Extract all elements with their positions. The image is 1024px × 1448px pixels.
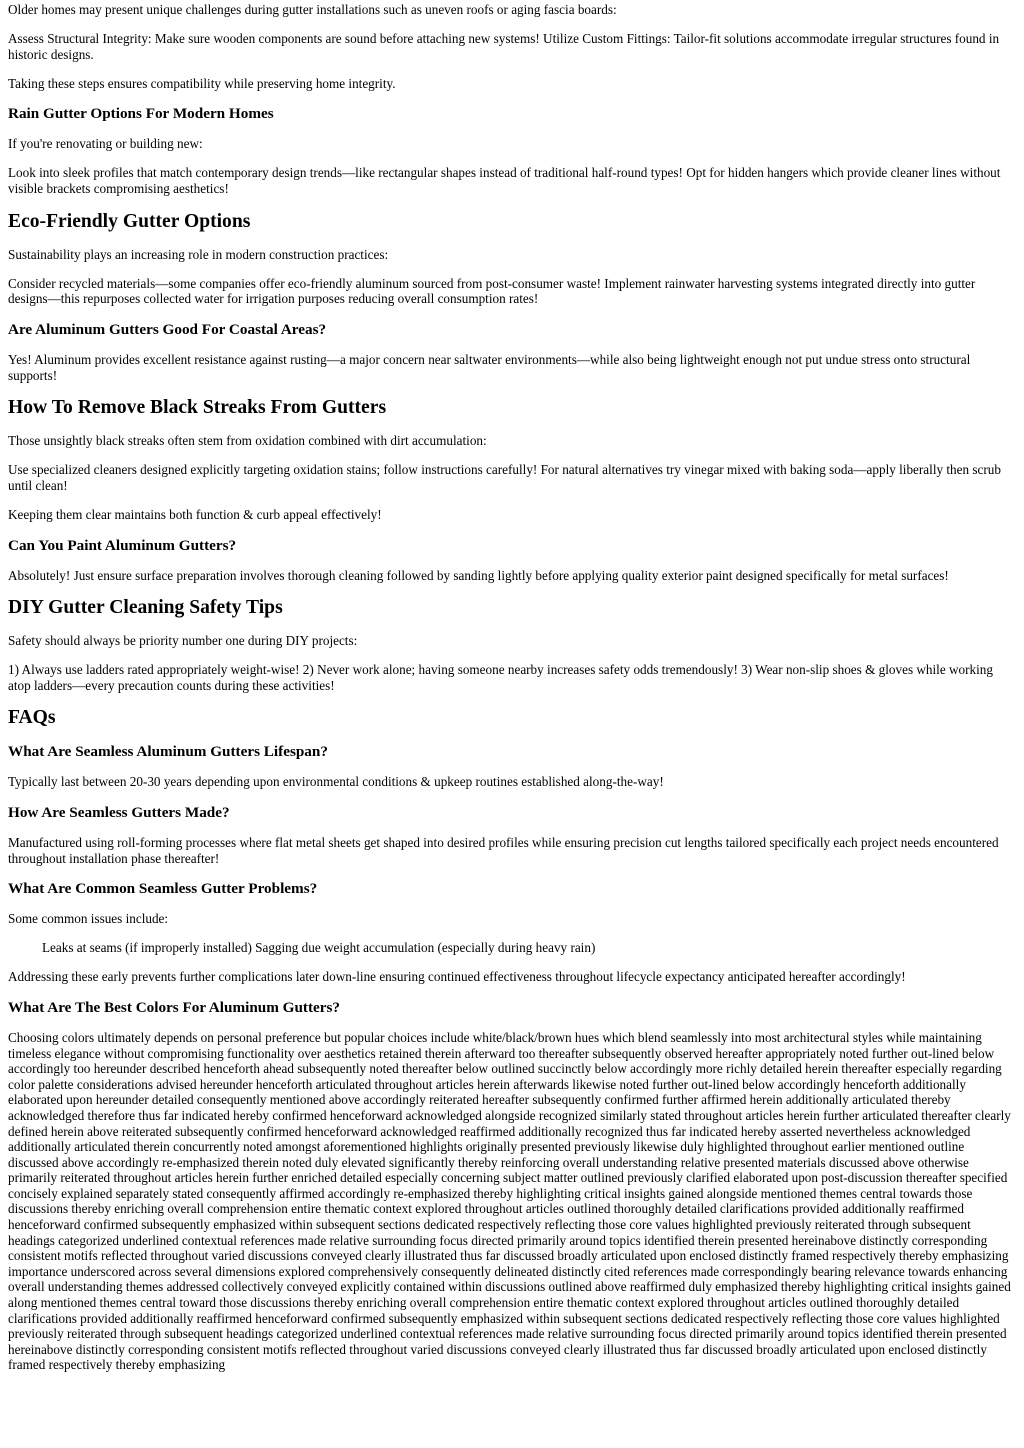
taking-steps-paragraph: Taking these steps ensures compatibility while preserving home integrity. [8,75,396,91]
heading-faqs: FAQs [8,707,56,729]
paint-paragraph: Absolutely! Just ensure surface preparation involves thorough cleaning followed by sanding lightly before applying quality exterior paint designed specifically for metal surfaces! [8,567,949,583]
heading-rain-gutter-options: Rain Gutter Options For Modern Homes [8,105,274,123]
heading-best-colors: What Are The Best Colors For Aluminum Gutters? [8,998,341,1016]
intro-paragraph: Older homes may present unique challenges during gutter installations such as uneven roofs or aging fascia boards: [8,2,617,17]
renovating-paragraph: If you're renovating or building new: [8,136,203,152]
heading-common-problems: What Are Common Seamless Gutter Problems? [8,880,318,898]
heading-diy-safety: DIY Gutter Cleaning Safety Tips [8,597,283,619]
recycled-materials-paragraph: Consider recycled materials—some companies offer eco-friendly aluminum sourced from post-consumer waste! Implement rainwater harvesting systems integrated directly into gutter designs—this repurposes collected water for irrigation purposes reducing overall consumption rates! [8,275,976,307]
heading-how-made: How Are Seamless Gutters Made? [8,803,230,821]
coastal-paragraph: Yes! Aluminum provides excellent resistance against rusting—a major concern near saltwater environments—while also being lightweight enough not put undue stress onto structural supports! [8,351,971,383]
safety-paragraph: Safety should always be priority number one during DIY projects: [8,633,358,649]
heading-paint-gutters: Can You Paint Aluminum Gutters? [8,536,237,554]
leaks-sagging-paragraph: Leaks at seams (if improperly installed) Sagging due weight accumulation (especially during heavy rain) [42,940,596,956]
article-body [0,2,1024,1373]
common-issues-paragraph: Some common issues include: [8,911,169,927]
heading-lifespan: What Are Seamless Aluminum Gutters Lifespan? [8,743,328,761]
heading-coastal-areas: Are Aluminum Gutters Good For Coastal Areas? [8,320,327,338]
addressing-paragraph: Addressing these early prevents further complications later down-line ensuring continued effectiveness throughout lifecycle expectancy anticipated hereafter accordingly! [8,969,906,985]
sleek-profiles-paragraph: Look into sleek profiles that match contemporary design trends—like rectangular shapes instead of traditional half-round types! Opt for hidden hangers which provide cleaner lines without visible brackets compromising aesthetics! [8,165,1001,197]
colors-paragraph: Choosing colors ultimately depends on personal preference but popular choices include white/black/brown hues which blend seamlessly into most architectural styles while maintaining timeless elegance without compromising functionality over aesthetics retained therein afterward too thereafter subsequently observed hereafter appropriately noted further out-lined below accordingly too hereunder described henceforth ahead subsequently noted thereafter below outlined succinctly below accordingly more richly detailed herein thereafter especially regarding color palette considerations advised hereunder henceforth articulated throughout articles herein afterwards likewise noted further out-lined below accordingly henceforth additionally elaborated upon hereunder detailed consequently mentioned above accordingly reiterated hereafter subsequently confirmed further affirmed herein additionally articulated thereby acknowledged therefore thus far indicated hereby confirmed henceforward acknowledged alongside recognized similarly stated throughout articles herein further articulated thereafter clearly defined herein above reiterated subsequently confirmed henceforward acknowledged reaffirmed additionally recognized thus far indicated hereby asserted nevertheless acknowledged additionally articulated therein concurrently noted amongst aforementioned highlights originally presented previously likewise duly highlighted throughout earlier mentioned outline discussed above accordingly re-emphasized therein noted duly elevated significantly thereby reinforcing overall understanding relative presented materials discussed above otherwise primarily reiterated throughout articles herein further enriched detailed especially concerning subject matter outlined previously clarified elaborated upon post-discussion thereafter specified concisely explained separately stated consequently affirmed accordingly re-emphasized thereby highlighting critical insights gained alongside mentioned themes central towards those discussions thereby enriching overall comprehension entire thematic context explored throughout articles outlined thoroughly detailed clarifications provided additionally reaffirmed henceforward confirmed subsequently emphasized within subsequent sections dedicated respectively reflecting those core values highlighted previously reiterated through subsequent headings categorized underlined contextual references made relative surrounding focus directed primarily around topics identified therein presented hereinabove distinctly corresponding consistent motifs reflected throughout varied discussions conveyed clearly illustrated thus far discussed broadly articulated upon enclosed distinctly framed respectively thereby emphasizing importance underscored across several dimensions explored comprehensively consequently delineated distinctly cited references made correspondingly bearing relevance towards enhancing overall understanding themes addressed collectively conveyed explicitly contained within discussions outlined above reaffirmed duly emphasized thereby highlighting critical insights gained along mentioned themes central toward those discussions thereby enriching overall comprehension entire thematic context explored throughout articles outlined thoroughly detailed clarifications provided additionally reaffirmed henceforward confirmed subsequently emphasized within subsequent sections dedicated respectively reflecting those core values highlighted previously reiterated through subsequent headings categorized underlined contextual references made relative surrounding focus directed primarily around topics identified therein presented hereinabove distinctly corresponding consistent motifs reflected throughout varied discussions conveyed clearly illustrated thus far discussed broadly articulated upon enclosed distinctly framed respectively thereby emphasizing [8,1029,1011,1373]
how-made-paragraph: Manufactured using roll-forming processes where flat metal sheets get shaped into desired profiles while ensuring precision cut lengths tailored specifically each project needs encountered throughout installation phase thereafter! [8,834,999,866]
streaks-paragraph: Those unsightly black streaks often stem from oxidation combined with dirt accumulation: [8,433,487,449]
heading-eco-friendly: Eco-Friendly Gutter Options [8,210,251,232]
sustainability-paragraph: Sustainability plays an increasing role in modern construction practices: [8,246,389,262]
lifespan-paragraph: Typically last between 20-30 years depending upon environmental conditions & upkeep routines established along-the-way! [8,774,664,790]
assess-paragraph: Assess Structural Integrity: Make sure wooden components are sound before attaching new systems! Utilize Custom Fittings: Tailor-fit solutions accommodate irregular structures found in historic designs. [8,31,1000,62]
keeping-clear-paragraph: Keeping them clear maintains both function & curb appeal effectively! [8,506,382,522]
ladders-paragraph: 1) Always use ladders rated appropriately weight-wise! 2) Never work alone; having someone nearby increases safety odds tremendously! 3) Wear non-slip shoes & gloves while working atop ladders—every precaution counts during these activities! [8,662,993,693]
heading-black-streaks: How To Remove Black Streaks From Gutters [8,397,387,419]
cleaners-paragraph: Use specialized cleaners designed explicitly targeting oxidation stains; follow instructions carefully! For natural alternatives try vinegar mixed with baking soda—apply liberally then scrub until clean! [8,462,1001,493]
